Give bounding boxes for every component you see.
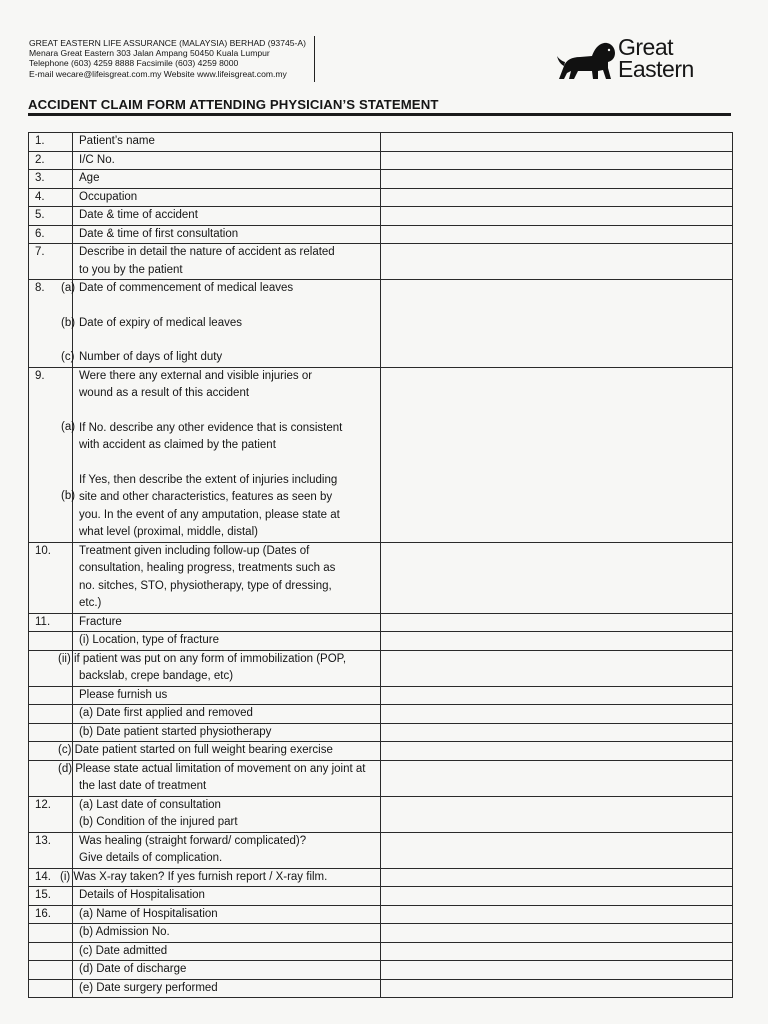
answer-field-hospitalisation-details[interactable] (381, 887, 733, 906)
answer-field-date-admitted[interactable] (381, 942, 733, 961)
form-row-date-discharge (29, 961, 733, 980)
item-label: I/C No. (73, 151, 381, 170)
item-number: 3. (29, 170, 73, 189)
header-divider (314, 36, 315, 82)
item-label: (c) Date admitted (73, 942, 381, 961)
answer-field-please-furnish[interactable] (381, 686, 733, 705)
label-line: Treatment given including follow-up (Dates of (79, 544, 310, 557)
item-number: 16. (29, 905, 73, 924)
answer-field-first-consultation[interactable] (381, 225, 733, 244)
label-line: Were there any external and visible injuries or (79, 369, 313, 382)
item-label (73, 244, 381, 280)
item-label: Fracture (73, 613, 381, 632)
item-label: Age (73, 170, 381, 189)
label-line: If Yes, then describe the extent of injuries including (79, 473, 338, 486)
answer-field-weight-bearing[interactable] (381, 742, 733, 761)
item-number (29, 280, 76, 368)
label-line: consultation, healing progress, treatments such as (79, 562, 336, 574)
answer-field-occupation[interactable] (381, 188, 733, 207)
form-title: ACCIDENT CLAIM FORM ATTENDING PHYSICIAN’S STATEMENT (28, 97, 439, 112)
company-address: Menara Great Eastern 303 Jalan Ampang 50450 Kuala Lumpur (29, 48, 270, 59)
item-label: (i) Was X-ray taken? If yes furnish report / X-ray film. (73, 868, 381, 887)
answer-field-healing[interactable] (381, 832, 733, 868)
form-row-physiotherapy (29, 723, 733, 742)
label-line: no. sitches, STO, physiotherapy, type of dressing, (79, 579, 332, 592)
item-number: 1. (29, 133, 73, 152)
answer-field-movement-limitation[interactable] (381, 760, 733, 796)
item-label: Please furnish us (73, 686, 381, 705)
answer-field-injuries[interactable] (381, 367, 733, 542)
answer-field-patient-name[interactable] (381, 133, 733, 152)
item-label: (i) Location, type of fracture (73, 632, 381, 651)
item-label: (d) Please state actual limitation of movement on any joint at the last date of treatment (73, 760, 381, 796)
logo-word-great: Great (618, 34, 674, 60)
item-number: 12. (29, 796, 73, 832)
form-row-fracture (29, 613, 733, 632)
label-line: Number of days of light duty (79, 351, 223, 363)
item-label: (d) Date of discharge (73, 961, 381, 980)
label-line: Give details of complication. (79, 852, 223, 864)
form-row-fracture-location (29, 632, 733, 651)
sub-label-a: (a) (61, 421, 76, 433)
item-label: (ii) if patient was put on any form of immobilization (POP, backslab, crepe bandage, etc) (73, 650, 381, 686)
form-row-hospital-name (29, 905, 733, 924)
item-number: 14. (29, 868, 73, 887)
item-label: Date & time of first consultation (73, 225, 381, 244)
item-label (73, 796, 381, 832)
item-number (29, 367, 76, 542)
answer-field-immobilization[interactable] (381, 650, 733, 686)
form-row-hospitalisation-details (29, 887, 733, 906)
answer-field-hospital-name[interactable] (381, 905, 733, 924)
sub-label-b: (b) (61, 316, 76, 329)
label-line: with accident as claimed by the patient (79, 439, 276, 451)
claim-form-table (28, 132, 733, 998)
label-line: If No. describe any other evidence that is consistent (79, 421, 343, 434)
logo-word-eastern: Eastern (618, 56, 694, 82)
label-line: site and other characteristics, features as seen by (79, 491, 333, 503)
form-row-ic-no (29, 151, 733, 170)
form-row-please-furnish (29, 686, 733, 705)
label-line: (b) Condition of the injured part (79, 816, 238, 828)
form-row-admission-no (29, 924, 733, 943)
answer-field-accident-datetime[interactable] (381, 207, 733, 226)
sub-label-a: (a) (61, 282, 76, 294)
item-number: 13. (29, 832, 73, 868)
form-row-date-admitted (29, 942, 733, 961)
item-number: 10. (29, 542, 73, 613)
item-label (73, 367, 381, 542)
item-label (73, 542, 381, 613)
answer-field-treatment[interactable] (381, 542, 733, 613)
item-number: 7. (29, 244, 73, 280)
item-number: 15. (29, 887, 73, 906)
label-line: what level (proximal, middle, distal) (79, 526, 258, 538)
answer-field-xray[interactable] (381, 868, 733, 887)
item-number: 5. (29, 207, 73, 226)
item-number: 11. (29, 613, 73, 632)
form-row-xray (29, 868, 733, 887)
label-line: wound as a result of this accident (79, 387, 250, 399)
answer-field-date-discharge[interactable] (381, 961, 733, 980)
item-label: (b) Date patient started physiotherapy (73, 723, 381, 742)
great-eastern-logo (556, 36, 706, 84)
sub-label-b: (b) (61, 489, 76, 502)
form-row-surgery-date (29, 979, 733, 998)
item-label: (c) Date patient started on full weight bearing exercise (73, 742, 381, 761)
item-number-main: 9. (35, 369, 45, 382)
item-number: 6. (29, 225, 73, 244)
answer-field-ic-no[interactable] (381, 151, 733, 170)
form-row-accident-description (29, 244, 733, 280)
form-row-treatment (29, 542, 733, 613)
form-row-age (29, 170, 733, 189)
form-row-date-applied (29, 705, 733, 724)
answer-field-fracture[interactable] (381, 613, 733, 632)
sub-label-c: (c) (61, 351, 75, 363)
form-row-immobilization (29, 650, 733, 686)
form-row-accident-datetime (29, 207, 733, 226)
item-label: Patient’s name (73, 133, 381, 152)
label-line: Describe in detail the nature of accident as related (79, 246, 335, 258)
item-label: Details of Hospitalisation (73, 887, 381, 906)
answer-field-surgery-date[interactable] (381, 979, 733, 998)
item-label (73, 832, 381, 868)
form-row-injuries (29, 367, 733, 542)
form-row-movement-limitation (29, 760, 733, 796)
company-header (29, 38, 306, 79)
label-line: (a) Last date of consultation (79, 798, 221, 811)
title-underline (28, 113, 731, 116)
answer-field-last-consultation[interactable] (381, 796, 733, 832)
answer-field-accident-description[interactable] (381, 244, 733, 280)
answer-field-fracture-location[interactable] (381, 632, 733, 651)
company-email-web: E-mail wecare@lifeisgreat.com.my Website www.lifeisgreat.com.my (29, 68, 287, 79)
answer-field-medical-leave[interactable] (381, 280, 733, 368)
answer-field-date-applied[interactable] (381, 705, 733, 724)
label-line: to you by the patient (79, 263, 183, 276)
item-label: (a) Name of Hospitalisation (73, 905, 381, 924)
label-line: you. In the event of any amputation, please state at (79, 508, 340, 521)
form-row-patient-name (29, 133, 733, 152)
item-label: Date & time of accident (73, 207, 381, 226)
company-phone-fax: Telephone (603) 4259 8888 Facsimile (603) 4259 8000 (29, 58, 239, 69)
label-line: Date of expiry of medical leaves (79, 316, 242, 329)
item-label: (e) Date surgery performed (73, 979, 381, 998)
item-label (73, 280, 381, 368)
form-row-weight-bearing (29, 742, 733, 761)
label-line: Was healing (straight forward/ complicated)? (79, 834, 307, 847)
answer-field-physiotherapy[interactable] (381, 723, 733, 742)
label-line: Date of commencement of medical leaves (79, 282, 294, 294)
answer-field-admission-no[interactable] (381, 924, 733, 943)
form-row-last-consultation (29, 796, 733, 832)
item-number: 2. (29, 151, 73, 170)
form-row-medical-leave (29, 280, 733, 368)
item-number-main: 8. (35, 282, 45, 294)
company-name: GREAT EASTERN LIFE ASSURANCE (MALAYSIA) BERHAD (93745-A) (29, 38, 306, 48)
item-number: 4. (29, 188, 73, 207)
lion-icon (556, 38, 618, 82)
label-line: etc.) (79, 597, 102, 609)
item-label: (b) Admission No. (73, 924, 381, 943)
item-label: Occupation (73, 188, 381, 207)
form-row-healing (29, 832, 733, 868)
form-row-first-consultation (29, 225, 733, 244)
item-label: (a) Date first applied and removed (73, 705, 381, 724)
form-row-occupation (29, 188, 733, 207)
answer-field-age[interactable] (381, 170, 733, 189)
